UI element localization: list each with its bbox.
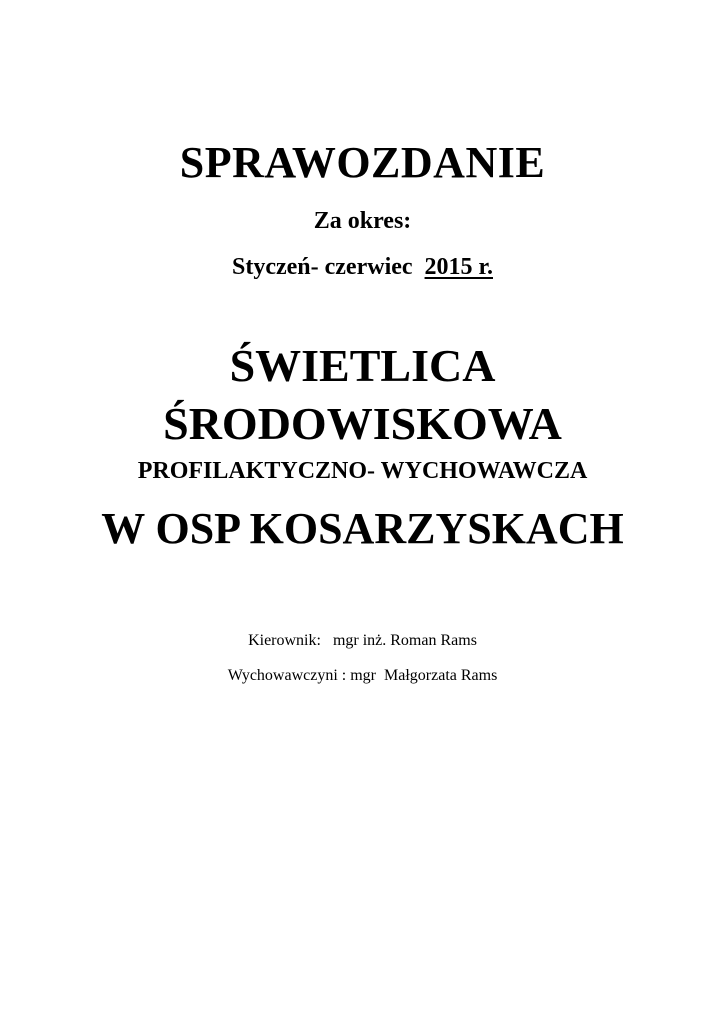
organization-type: PROFILAKTYCZNO- WYCHOWAWCZA bbox=[137, 458, 588, 484]
organization-location: W OSP KOSARZYSKACH bbox=[101, 504, 624, 553]
manager-line bbox=[0, 631, 725, 651]
organization-name-line-2: ŚRODOWISKOWA bbox=[163, 398, 562, 449]
organization-name-line-1: ŚWIETLICA bbox=[229, 340, 496, 391]
educators-line bbox=[0, 666, 725, 686]
period-label: Za okres: bbox=[313, 208, 412, 234]
period-year: 2015 r. bbox=[424, 254, 493, 280]
manager-label: Kierownik: bbox=[248, 632, 321, 649]
educators-name: mgr Małgorzata Rams bbox=[350, 667, 498, 684]
educators-label: Wychowawczyni : bbox=[227, 667, 347, 684]
reporting-period bbox=[0, 253, 725, 281]
manager-name: mgr inż. Roman Rams bbox=[332, 632, 477, 649]
period-months: Styczeń- czerwiec bbox=[231, 254, 413, 280]
report-title: SPRAWOZDANIE bbox=[179, 138, 546, 187]
